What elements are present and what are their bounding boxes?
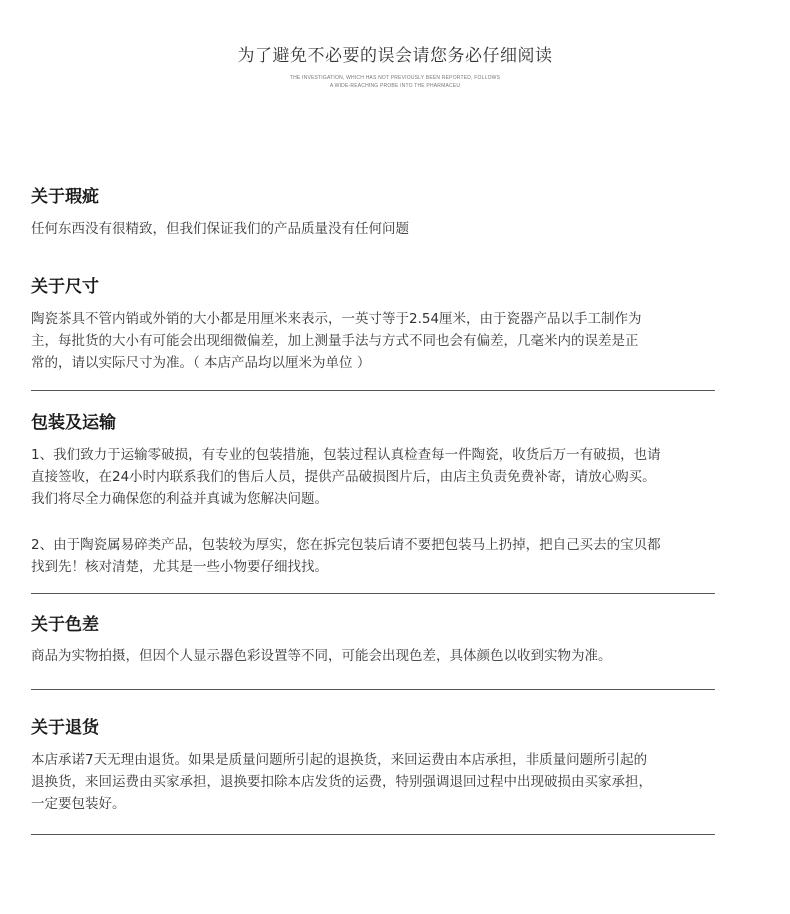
- section-title-flaws: 关于瑕疵: [31, 187, 99, 207]
- page-subtitle-line-2: A WIDE-REACHING PROBE INTO THE PHARMACEU: [329, 83, 461, 89]
- section-title-color: 关于色差: [31, 615, 99, 635]
- section-text-line: 本店承诺7天无理由退货。如果是质量问题所引起的退换货，来回运费由本店承担，非质量问题所引起的: [31, 752, 648, 768]
- section-divider: [31, 834, 715, 835]
- section-text-line: 一定要包装好。: [31, 796, 126, 812]
- section-text-line: 退换货，来回运费由买家承担，退换要扣除本店发货的运费，特别强调退回过程中出现破损由买家承担，: [31, 774, 652, 790]
- section-text-line: 1、我们致力于运输零破损，有专业的包装措施，包装过程认真检查每一件陶瓷，收货后万一有破损，也请: [31, 447, 661, 463]
- section-text-line: 常的，请以实际尺寸为准。（ 本店产品均以厘米为单位 ）: [31, 355, 371, 371]
- section-text-line: 2、由于陶瓷属易碎类产品，包装较为厚实，您在拆完包装后请不要把包装马上扔掉，把自己买去的宝贝都: [31, 537, 661, 553]
- section-text-line: 任何东西没有很精致，但我们保证我们的产品质量没有任何问题: [31, 221, 409, 237]
- section-title-returns: 关于退货: [31, 718, 99, 738]
- section-divider: [31, 390, 715, 391]
- section-text-line: 主，每批货的大小有可能会出现细微偏差，加上测量手法与方式不同也会有偏差，几毫米内的误差是正: [31, 333, 639, 349]
- section-divider: [31, 593, 715, 594]
- section-text-line: 找到先！核对清楚，尤其是一些小物要仔细找找。: [31, 559, 328, 575]
- section-title-shipping: 包装及运输: [31, 413, 116, 433]
- section-text-line: 我们将尽全力确保您的利益并真诚为您解决问题。: [31, 491, 328, 507]
- section-text-line: 直接签收，在24小时内联系我们的售后人员，提供产品破损图片后，由店主负责免费补寄，请放心购买。: [31, 469, 656, 485]
- section-text-line: 商品为实物拍摄，但因个人显示器色彩设置等不同，可能会出现色差，具体颜色以收到实物为准。: [31, 648, 612, 664]
- page-title: 为了避免不必要的误会请您务必仔细阅读: [237, 46, 553, 66]
- section-divider: [31, 689, 715, 690]
- section-text-line: 陶瓷茶具不管内销或外销的大小都是用厘米来表示，一英寸等于2.54厘米，由于瓷器产品以手工制作为: [31, 311, 642, 327]
- section-title-size: 关于尺寸: [31, 277, 99, 297]
- page-subtitle-line-1: THE INVESTIGATION, WHICH HAS NOT PREVIOUSLY BEEN REPORTED, FOLLOWS: [289, 75, 501, 81]
